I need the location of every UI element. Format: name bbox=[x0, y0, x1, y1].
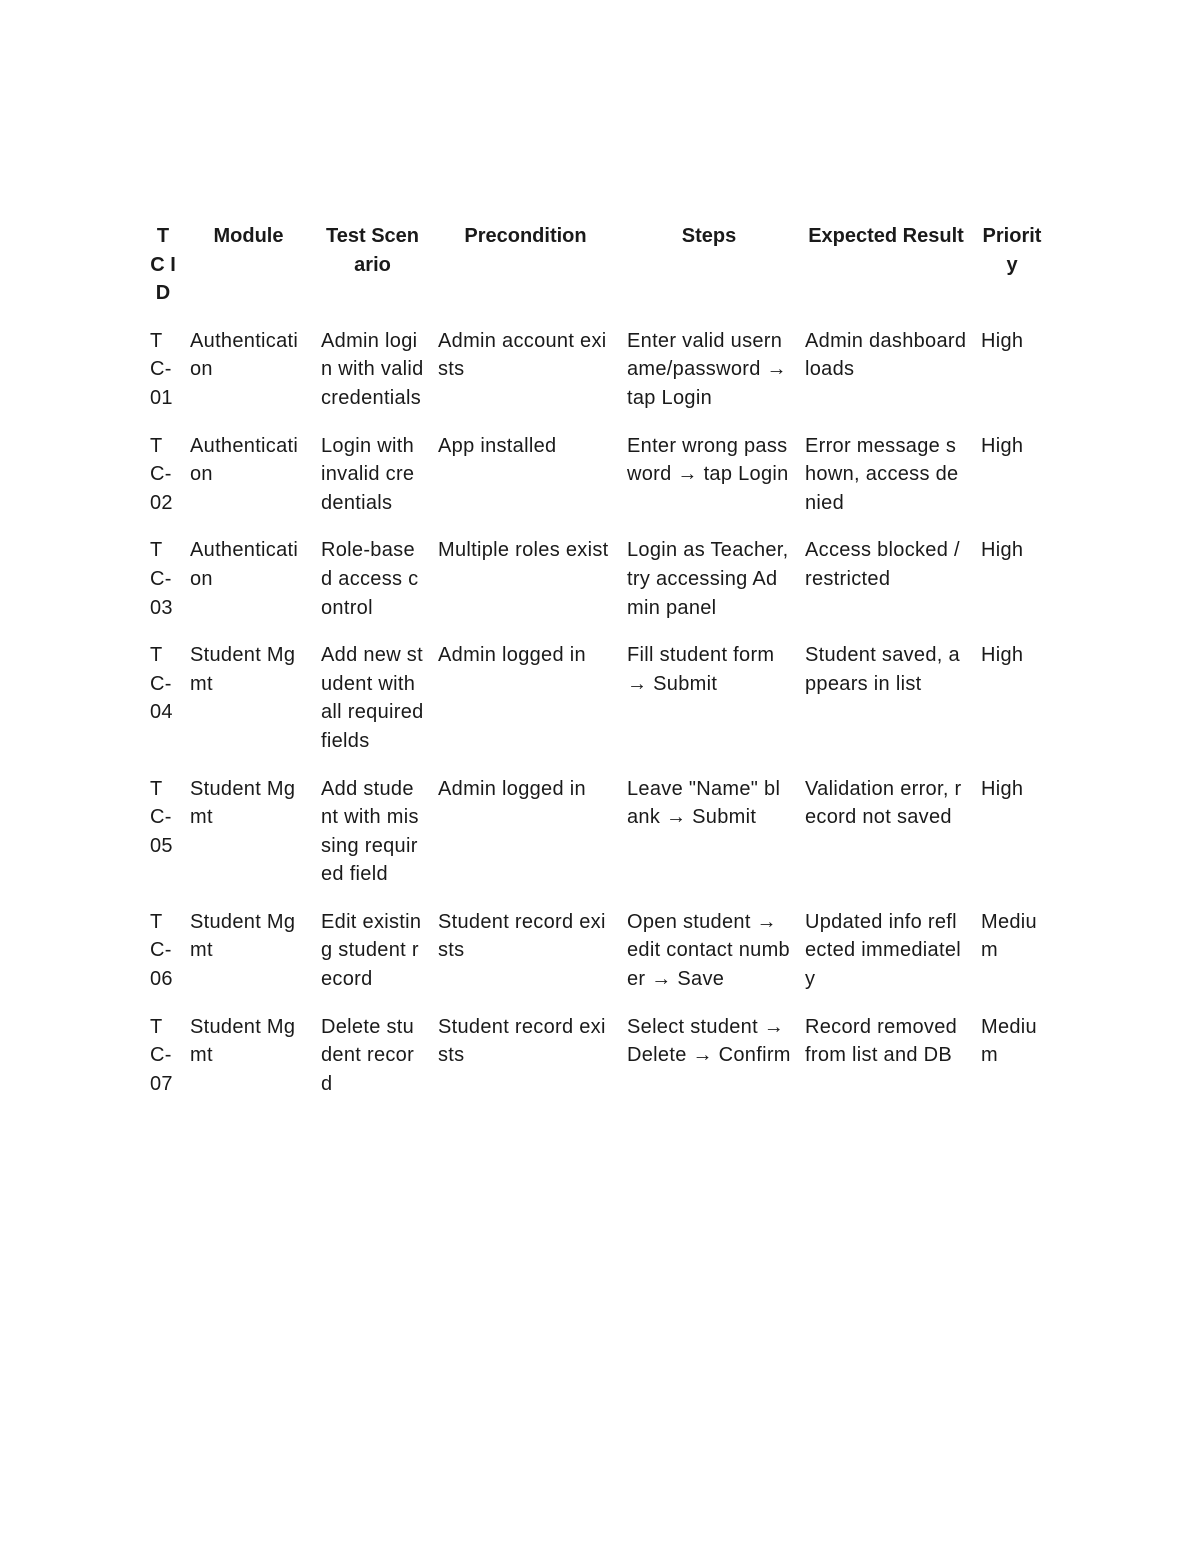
cell-module: Student Mgmt bbox=[190, 910, 296, 962]
cell-precondition: Admin account exists bbox=[438, 329, 607, 381]
test-case-table bbox=[143, 222, 1050, 1117]
cell-precondition: App installed bbox=[438, 434, 557, 457]
table-header-row bbox=[143, 222, 1050, 327]
cell-priority: High bbox=[981, 434, 1024, 457]
header-module: Module bbox=[213, 225, 284, 247]
cell-test-scenario: Add student with missing required field bbox=[321, 777, 419, 886]
cell-test-scenario: Admin login with valid credentials bbox=[321, 329, 424, 409]
header-expected-result: Expected Result bbox=[808, 225, 964, 247]
table-row bbox=[143, 327, 1050, 432]
cell-test-scenario: Add new student with all required fields bbox=[321, 644, 424, 752]
cell-steps: Fill student form → Submit bbox=[627, 644, 775, 695]
cell-test-scenario: Role-based access control bbox=[321, 539, 419, 619]
cell-expected-result: Validation error, record not saved bbox=[805, 777, 962, 829]
cell-module: Authentication bbox=[190, 539, 299, 590]
header-tc-id: T C ID bbox=[150, 225, 176, 305]
cell-priority: Medium bbox=[981, 1015, 1037, 1067]
cell-tc-id: TC-03 bbox=[150, 539, 173, 619]
cell-tc-id: TC-07 bbox=[150, 1015, 173, 1095]
cell-steps: Open student → edit contact number → Save bbox=[627, 910, 790, 991]
cell-steps: Enter valid username/password → tap Login bbox=[627, 329, 787, 409]
cell-test-scenario: Delete student record bbox=[321, 1015, 415, 1095]
cell-expected-result: Record removed from list and DB bbox=[805, 1015, 958, 1067]
cell-precondition: Admin logged in bbox=[438, 777, 586, 800]
cell-expected-result: Error message shown, access denied bbox=[805, 434, 959, 514]
table-row bbox=[143, 908, 1050, 1013]
table-row bbox=[143, 641, 1050, 774]
table-row bbox=[143, 1013, 1050, 1118]
header-test-scenario: Test Scenario bbox=[326, 225, 419, 276]
cell-module: Student Mgmt bbox=[190, 644, 296, 695]
cell-module: Student Mgmt bbox=[190, 777, 296, 829]
cell-tc-id: TC-05 bbox=[150, 777, 173, 857]
header-precondition: Precondition bbox=[464, 225, 587, 247]
cell-module: Student Mgmt bbox=[190, 1015, 296, 1067]
cell-expected-result: Admin dashboard loads bbox=[805, 329, 967, 381]
header-steps: Steps bbox=[681, 225, 737, 247]
cell-tc-id: TC-01 bbox=[150, 329, 173, 409]
cell-steps: Leave "Name" blank → Submit bbox=[627, 777, 781, 829]
cell-test-scenario: Login with invalid credentials bbox=[321, 434, 415, 514]
cell-steps: Select student → Delete → Confirm bbox=[627, 1015, 791, 1067]
cell-module: Authentication bbox=[190, 329, 299, 381]
cell-tc-id: TC-06 bbox=[150, 910, 173, 991]
cell-expected-result: Access blocked / restricted bbox=[805, 539, 960, 590]
cell-priority: High bbox=[981, 644, 1024, 667]
cell-steps: Login as Teacher, try accessing Admin panel bbox=[627, 539, 789, 619]
cell-precondition: Student record exists bbox=[438, 910, 606, 962]
table-row bbox=[143, 775, 1050, 908]
cell-tc-id: TC-04 bbox=[150, 644, 173, 724]
cell-expected-result: Student saved, appears in list bbox=[805, 644, 960, 695]
cell-module: Authentication bbox=[190, 434, 299, 486]
cell-precondition: Admin logged in bbox=[438, 644, 586, 667]
cell-priority: Medium bbox=[981, 910, 1037, 962]
table-row bbox=[143, 432, 1050, 537]
header-priority: Priority bbox=[982, 225, 1042, 276]
table-row bbox=[143, 536, 1050, 641]
cell-steps: Enter wrong password → tap Login bbox=[627, 434, 789, 486]
cell-priority: High bbox=[981, 329, 1024, 352]
cell-test-scenario: Edit existing student record bbox=[321, 910, 422, 991]
cell-priority: High bbox=[981, 539, 1024, 562]
cell-priority: High bbox=[981, 777, 1024, 800]
cell-precondition: Student record exists bbox=[438, 1015, 606, 1067]
cell-precondition: Multiple roles exist bbox=[438, 539, 609, 562]
cell-expected-result: Updated info reflected immediately bbox=[805, 910, 961, 991]
cell-tc-id: TC-02 bbox=[150, 434, 173, 514]
